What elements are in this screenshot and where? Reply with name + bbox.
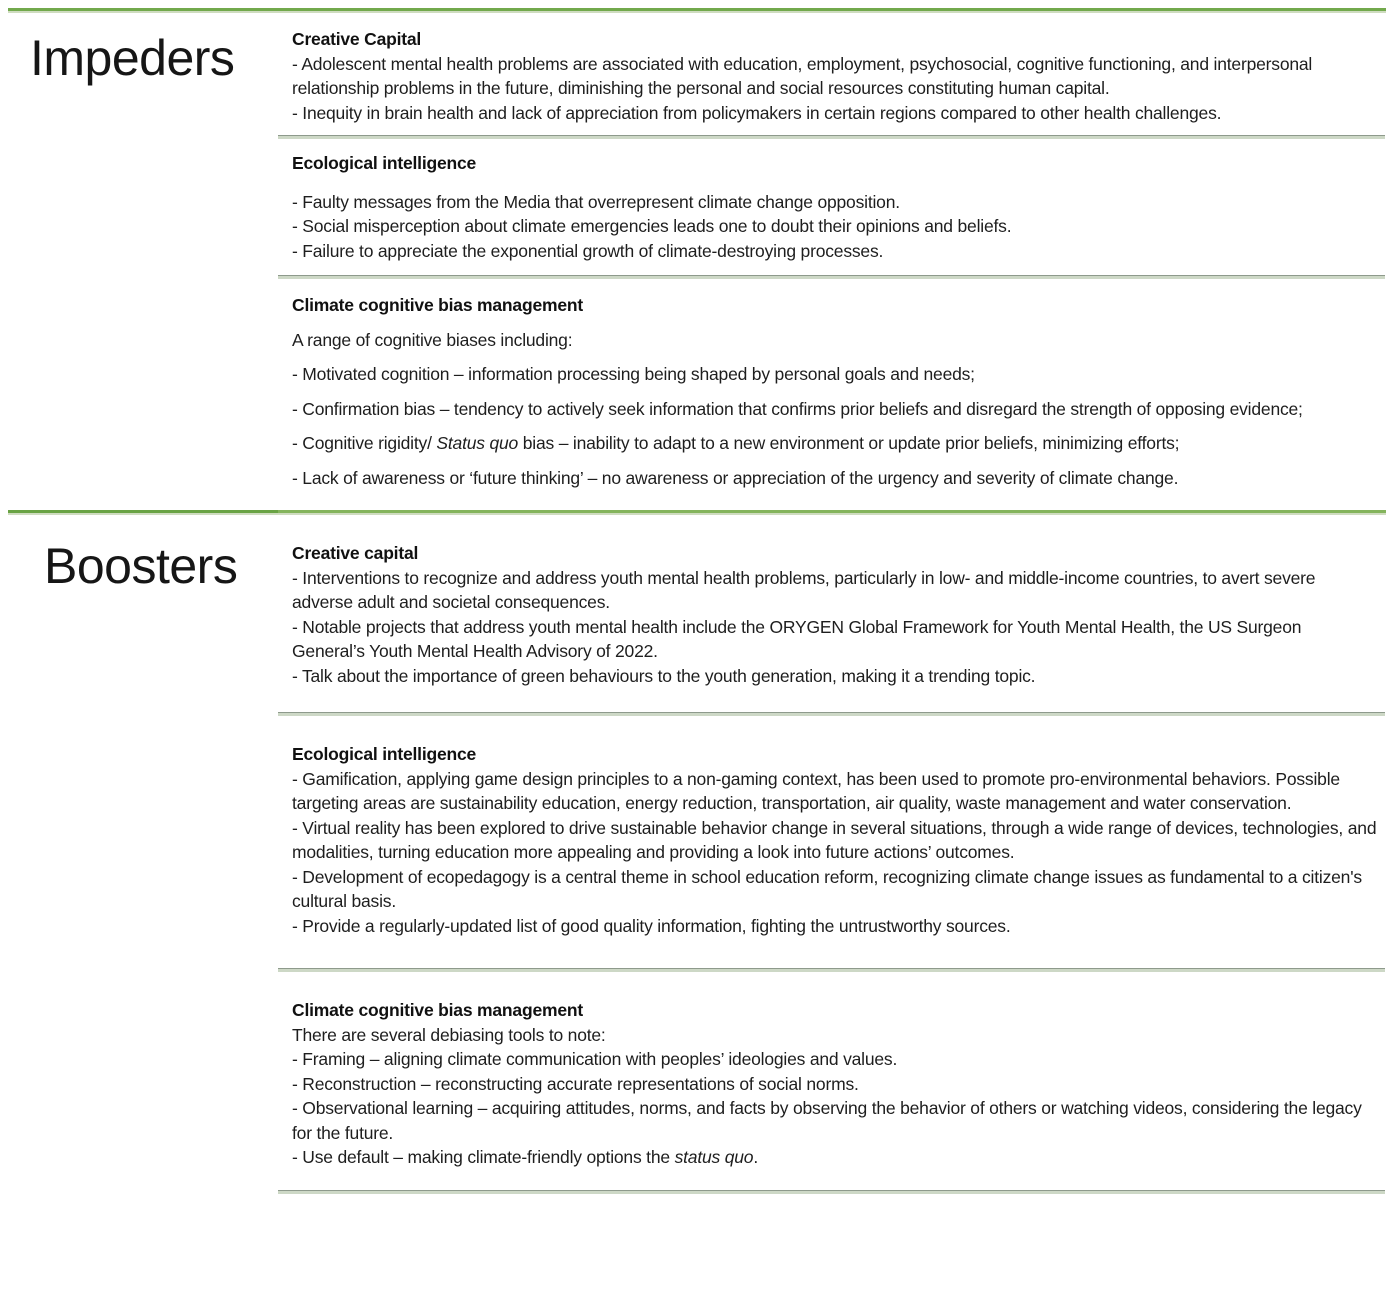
block-heading: Creative Capital [292, 29, 422, 49]
block-heading: Ecological intelligence [292, 153, 477, 173]
paragraph: - Adolescent mental health problems are associated with education, employment, psychosocial, cognitive functioning, and interpersonal relationship problems in the future, diminishing the personal and social resources constituting human capital. [292, 53, 1313, 98]
boosters-content-cell [278, 515, 1396, 1204]
impeders-row-title: Impeders [30, 30, 235, 86]
paragraph: - Virtual reality has been explored to drive sustainable behavior change in several situations, through a wide range of devices, technologies, and modalities, turning education more appealing and providing a look into future actions’ outcomes. [292, 817, 1377, 862]
paragraph: - Provide a regularly-updated list of good quality information, fighting the untrustworthy sources. [292, 915, 1011, 936]
boosters-climate-bias-block [278, 972, 1396, 1190]
paragraph: - Confirmation bias – tendency to actively seek information that confirms prior beliefs and disregard the strength of opposing evidence; [292, 398, 1303, 419]
boosters-creative-capital-block [278, 515, 1396, 712]
block-heading: Creative capital [292, 543, 419, 563]
paragraph: - Development of ecopedagogy is a central theme in school education reform, recognizing climate change issues as fundamental to a citizen's cultural basis. [292, 866, 1362, 911]
paragraph: - Talk about the importance of green behaviours to the youth generation, making it a trending topic. [292, 665, 1036, 686]
paragraph: There are several debiasing tools to note: [292, 1024, 606, 1045]
boosters-row-title: Boosters [44, 538, 238, 594]
paragraph: - Failure to appreciate the exponential growth of climate-destroying processes. [292, 240, 884, 261]
paragraph: - Reconstruction – reconstructing accurate representations of social norms. [292, 1073, 859, 1094]
paragraph: - Inequity in brain health and lack of appreciation from policymakers in certain regions compared to other health challenges. [292, 102, 1222, 123]
paragraph: A range of cognitive biases including: [292, 329, 573, 350]
paragraph: - Framing – aligning climate communication with peoples’ ideologies and values. [292, 1049, 898, 1069]
paragraph: - Cognitive rigidity/ Status quo bias – inability to adapt to a new environment or update prior beliefs, minimizing efforts; [292, 433, 1180, 453]
block-heading: Climate cognitive bias management [292, 295, 583, 315]
paragraph: - Observational learning – acquiring attitudes, norms, and facts by observing the behavior of others or watching videos, considering the legacy for the future. [292, 1098, 1362, 1143]
block-heading: Climate cognitive bias management [292, 1000, 583, 1020]
paragraph: - Motivated cognition – information processing being shaped by personal goals and needs; [292, 364, 975, 384]
impeders-title-cell [0, 13, 278, 86]
impeders-ecological-intelligence-block [278, 139, 1396, 275]
boosters-ecological-intelligence-block [278, 716, 1396, 968]
impeders-content-cell [278, 13, 1396, 510]
impeders-creative-capital-block [278, 13, 1396, 135]
paragraph: - Lack of awareness or ‘future thinking’ – no awareness or appreciation of the urgency and severity of climate change. [292, 467, 1179, 488]
bottom-whitespace [278, 1194, 1396, 1204]
impeders-climate-bias-block [278, 279, 1396, 510]
paragraph: - Social misperception about climate emergencies leads one to doubt their opinions and beliefs. [292, 216, 1012, 236]
paragraph: - Notable projects that address youth mental health include the ORYGEN Global Framework for Youth Mental Health, the US Surgeon General’s Youth Mental Health Advisory of 2022. [292, 616, 1302, 661]
paragraph: - Interventions to recognize and address youth mental health problems, particularly in low- and middle-income countries, to avert severe adverse adult and societal consequences. [292, 567, 1316, 612]
paragraph: - Use default – making climate-friendly options the status quo. [292, 1147, 758, 1167]
paragraph: - Faulty messages from the Media that overrepresent climate change opposition. [292, 191, 900, 212]
boosters-title-cell [0, 515, 278, 594]
impeders-section [0, 13, 1396, 510]
paragraph: - Gamification, applying game design principles to a non-gaming context, has been used to promote pro-environmental behaviors. Possible targeting areas are sustainability education, energy reduction, transportation, air quality, waste management and water conservation. [292, 768, 1340, 813]
block-heading: Ecological intelligence [292, 744, 477, 764]
boosters-section [0, 515, 1396, 1204]
